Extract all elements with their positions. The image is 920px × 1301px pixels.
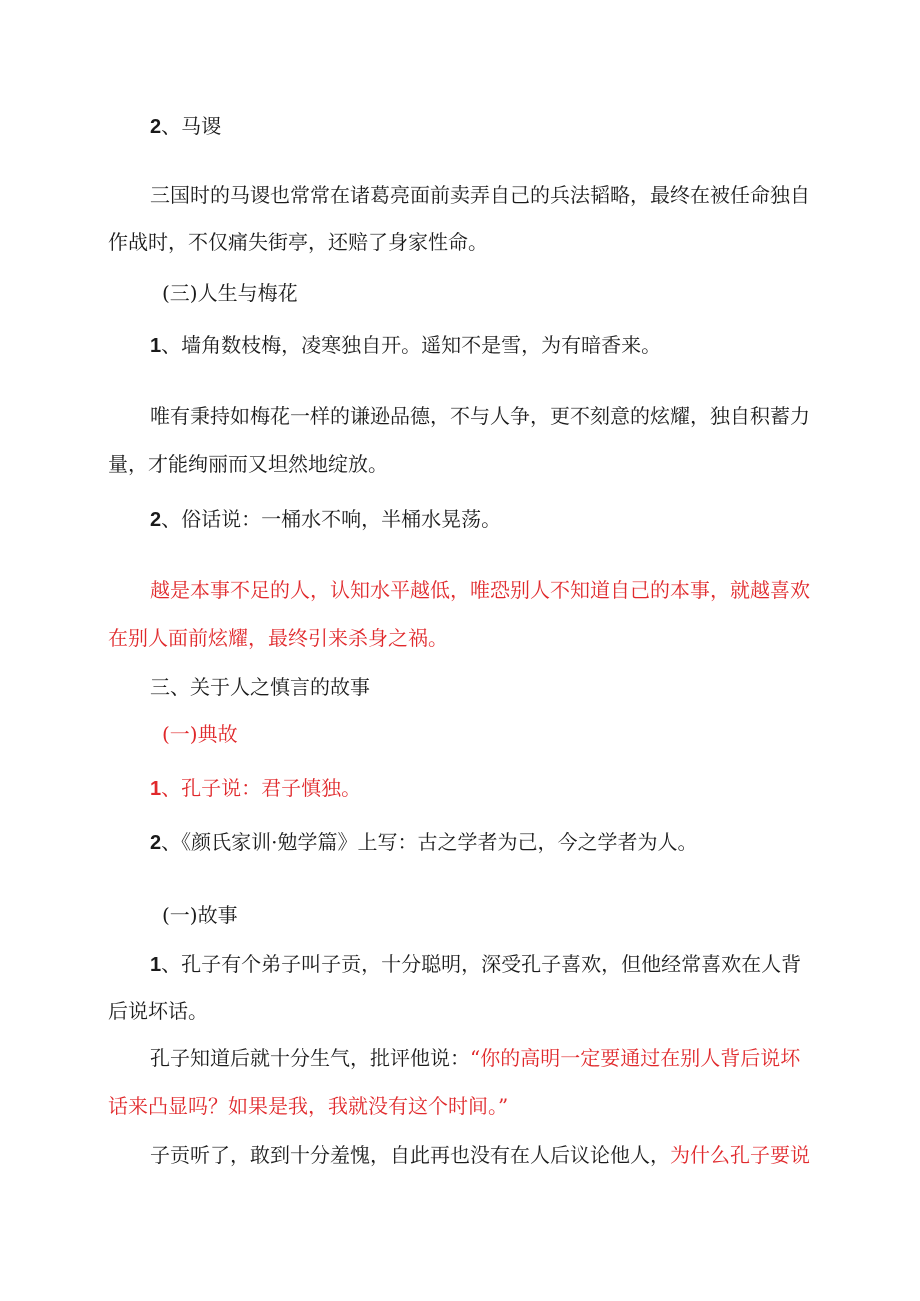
poem-line: [150, 333, 661, 358]
poem-text: 、墙角数枝梅，凌寒独自开。遥知不是雪，为有暗香来。: [161, 333, 662, 357]
quote-line: 话来凸显吗？如果是我，我就没有这个时间。”: [108, 1094, 509, 1118]
allusion-text: 、《颜氏家训·勉学篇》上写：古之学者为己，今之学者为人。: [161, 830, 698, 854]
heading-text: 、马谡: [161, 114, 222, 138]
story-heading: (一)故事: [162, 903, 238, 927]
allusion-item-2: [150, 830, 697, 855]
highlighted-paragraph-line: 在别人面前炫耀，最终引来杀身之祸。: [108, 626, 448, 650]
list-number: 2: [150, 509, 162, 531]
saying-line: [150, 507, 501, 532]
allusion-text: 、孔子说：君子慎独。: [161, 776, 362, 800]
question-text: 为什么孔子要说: [670, 1143, 810, 1167]
story-text: 、孔子有个弟子叫子贡，十分聪明，深受孔子喜欢，但他经常喜欢在人背: [161, 952, 802, 976]
paragraph-line: 作战时，不仅痛失街亭，还赔了身家性命。: [108, 230, 488, 254]
part-heading: 三、关于人之慎言的故事: [150, 675, 370, 699]
story-text: 孔子知道后就十分生气，批评他说：: [150, 1046, 470, 1070]
list-number: 1: [150, 954, 162, 976]
quote-text: “你的高明一定要通过在别人背后说坏: [470, 1046, 801, 1070]
list-number: 1: [150, 778, 162, 800]
list-number: 2: [150, 832, 162, 854]
allusion-item-1: [150, 776, 361, 801]
story-item-1: [150, 952, 801, 977]
story-paragraph-line: [150, 1046, 800, 1070]
paragraph-line: 唯有秉持如梅花一样的谦逊品德，不与人争，更不刻意的炫耀，独自积蓄力: [150, 404, 810, 428]
allusion-heading: (一)典故: [162, 722, 238, 746]
list-number: 1: [150, 335, 162, 357]
story-text: 子贡听了，敢到十分羞愧，自此再也没有在人后议论他人，: [150, 1143, 670, 1167]
paragraph-line: 量，才能绚丽而又坦然地绽放。: [108, 452, 388, 476]
list-number: 2: [150, 116, 162, 138]
saying-text: 、俗话说：一桶水不响，半桶水晃荡。: [161, 507, 502, 531]
paragraph-line: 三国时的马谡也常常在诸葛亮面前卖弄自己的兵法韬略，最终在被任命独自: [150, 183, 810, 207]
highlighted-paragraph-line: 越是本事不足的人，认知水平越低，唯恐别人不知道自己的本事，就越喜欢: [150, 578, 810, 602]
ma-su-heading: [150, 114, 221, 139]
section-heading: (三)人生与梅花: [162, 281, 298, 305]
story-paragraph-line: [150, 1143, 810, 1167]
paragraph-line: 后说坏话。: [108, 999, 208, 1023]
